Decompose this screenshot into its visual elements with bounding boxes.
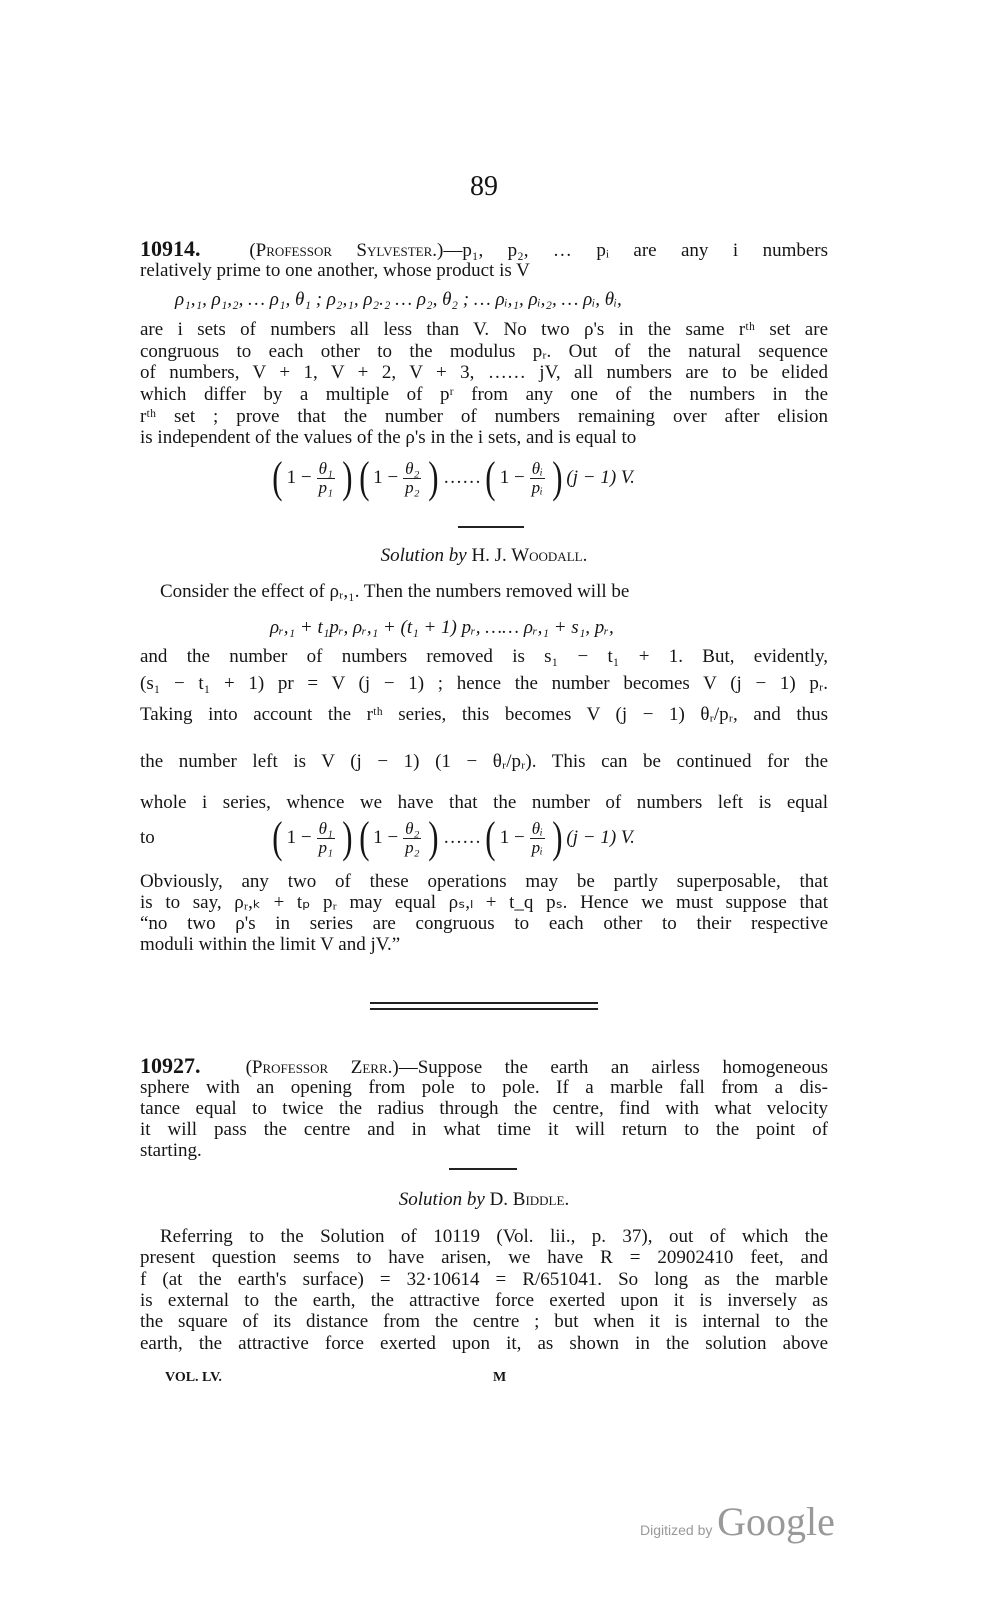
text-line: are i sets of numbers all less than V. No two ρ's in the same rᵗʰ set are [140,319,828,340]
text-line: f (at the earth's surface) = 32·10614 = R/651041. So long as the marble [140,1269,828,1290]
text-line: rᵗʰ set ; prove that the number of numbers remaining over after elision [140,406,828,427]
text-line: is independent of the values of the ρ's in the i sets, and is equal to [140,427,637,448]
text-line: congruous to each other to the modulus pᵣ. Out of the natural sequence [140,341,828,362]
text-line: the number left is V (j − 1) (1 − θᵣ/pᵣ). This can be continued for the [140,751,828,772]
question-author: (Professor Sylvester.) [249,240,444,261]
text-line: “no two ρ's in series are congruous to each other to their respective [140,913,828,934]
product-formula: ( 1 − $\frac{\text{θ₁}}{\text{p₁}}$ ) ( 1 − $\frac{\text{θ₂}}{\text{p₂}}$ ) …… ( 1 − $\frac{\text{θᵢ}}{\text{pᵢ}}$ ) (j − 1) V. [272,813,635,862]
question-author: (Professor Zerr.) [245,1057,399,1078]
double-divider-top [370,1002,598,1004]
signature-mark: M [493,1370,507,1385]
text-line: present question seems to have arisen, we have R = 20902410 feet, and [140,1247,828,1268]
text-line: Obviously, any two of these operations may be partly superposable, that [140,871,828,892]
text-line: (s₁ − t₁ + 1) pr = V (j − 1) ; hence the number becomes V (j − 1) pᵣ. [140,673,828,694]
text-line: Taking into account the rᵗʰ series, this becomes V (j − 1) θᵣ/pᵣ, and thus [140,704,828,725]
text-line: tance equal to twice the radius through the centre, find with what velocity [140,1098,828,1119]
question-text: —Suppose the earth an airless homogeneous [398,1057,829,1078]
divider [449,1168,517,1170]
text-line: moduli within the limit V and jV.” [140,934,401,955]
text-line: is to say, ρᵣ,ₖ + tₚ pᵣ may equal ρₛ,ₗ + t_q pₛ. Hence we must suppose that [140,892,828,913]
text-line: sphere with an opening from pole to pole. If a marble fall from a dis- [140,1077,828,1098]
question-10927-heading [140,1055,828,1079]
question-number: 10927. [140,1053,201,1078]
text-line: relatively prime to one another, whose product is V [140,260,530,281]
text-line: ρ₁,₁, ρ₁,₂, … ρ₁, θ₁ ; ρ₂,₁, ρ₂.₂ … ρ₂, θ₂ ; … ρᵢ,₁, ρᵢ,₂, … ρᵢ, θᵢ, [175,289,622,310]
solution-heading: Solution by D. Biddle. [398,1189,570,1210]
divider [458,526,524,528]
text-line: of numbers, V + 1, V + 2, V + 3, …… jV, all numbers are to be elided [140,362,828,383]
text-line: starting. [140,1140,202,1161]
question-number: 10914. [140,236,201,261]
text-line: and the number of numbers removed is s₁ − t₁ + 1. But, evidently, [140,646,828,667]
volume-footer: VOL. LV. [165,1370,222,1385]
question-text: —p₁, p₂, … pᵢ are any i numbers [443,240,828,261]
double-divider-bottom [370,1008,598,1010]
text-line: ρᵣ,₁ + t₁pᵣ, ρᵣ,₁ + (t₁ + 1) pᵣ, …… ρᵣ,₁ + s₁, pᵣ, [270,617,614,638]
product-formula: ( 1 − $\frac{\text{θ₁}}{\text{p₁}}$ ) ( 1 − $\frac{\text{θ₂}}{\text{p₂}}$ ) …… ( 1 − $\frac{\text{θᵢ}}{\text{pᵢ}}$ ) (j − 1) V. [272,453,635,502]
text-line: earth, the attractive force exerted upon it, as shown in the solution above [140,1333,828,1354]
solution-heading: Solution by H. J. Woodall. [380,545,588,566]
google-watermark: Digitized by Google [640,1499,835,1544]
text-line: to [140,827,155,848]
text-line: the square of its distance from the centre ; but when it is internal to the [140,1311,828,1332]
text-line: which differ by a multiple of pʳ from any one of the numbers in the [140,384,828,405]
text-line: Consider the effect of ρᵣ,₁. Then the numbers removed will be [160,581,630,602]
text-line: whole i series, whence we have that the number of numbers left is equal [140,792,828,813]
page-number: 89 [470,171,498,202]
question-10914-heading [140,238,828,262]
text-line: it will pass the centre and in what time it will return to the point of [140,1119,828,1140]
text-line: is external to the earth, the attractive force exerted upon it is inversely as [140,1290,828,1311]
text-line: Referring to the Solution of 10119 (Vol. lii., p. 37), out of which the [160,1226,828,1247]
